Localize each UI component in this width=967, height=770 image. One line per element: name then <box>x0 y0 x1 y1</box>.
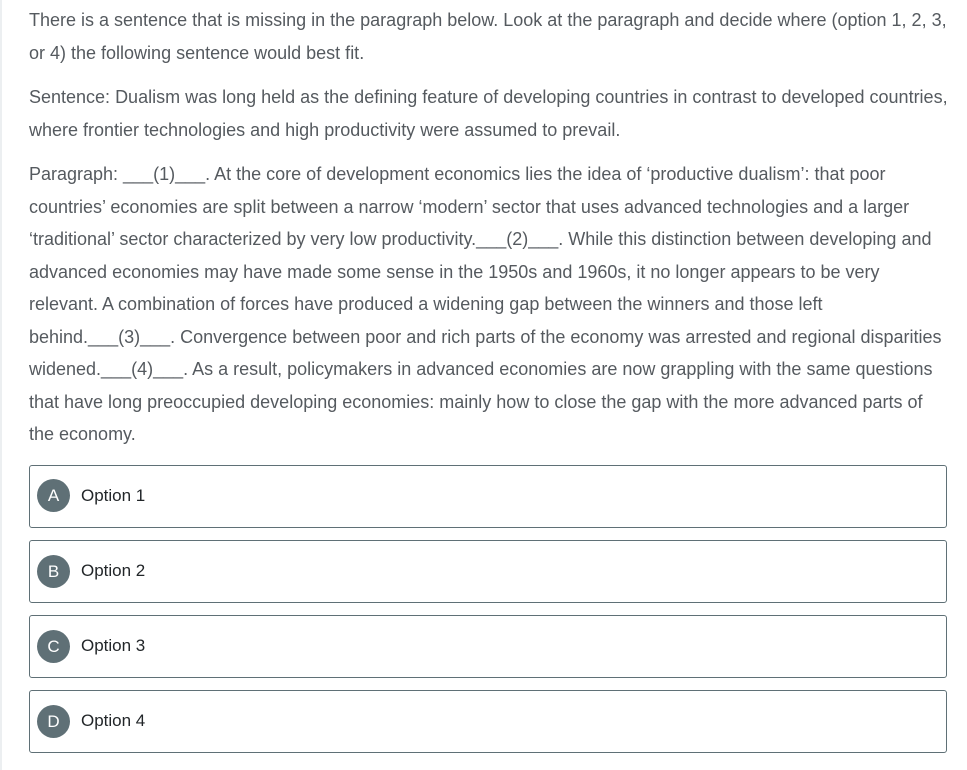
answer-options <box>29 465 949 753</box>
question-paragraph: Paragraph: ___(1)___. At the core of development economics lies the idea of ‘productive dualism’: that poor countries’ economies are split between a narrow ‘modern’ sector that uses advanced technologies and a larger ‘traditional’ sector characterized by very low productivity.___(2)___. While this distinction between developing and advanced economies may have made some sense in the 1950s and 1960s, it no longer appears to be very relevant. A combination of forces have produced a widening gap between the winners and those left behind.___(3)___. Convergence between poor and rich parts of the economy was arrested and regional disparities widened.___(4)___. As a result, policymakers in advanced economies are now grappling with the same questions that have long preoccupied developing economies: mainly how to close the gap with the more advanced parts of the economy. <box>29 164 942 444</box>
answer-option-a[interactable] <box>29 465 947 528</box>
option-letter-badge: D <box>37 705 70 738</box>
question-container <box>29 4 949 765</box>
option-label: Option 4 <box>81 710 146 730</box>
answer-option-c[interactable] <box>29 615 947 678</box>
option-label: Option 1 <box>81 485 146 505</box>
missing-sentence: Sentence: Dualism was long held as the defining feature of developing countries in contrast to developed countries, where frontier technologies and high productivity were assumed to prevail. <box>29 87 948 140</box>
left-border <box>0 0 2 770</box>
question-instruction: There is a sentence that is missing in the paragraph below. Look at the paragraph and decide where (option 1, 2, 3, or 4) the following sentence would best fit. <box>29 10 947 63</box>
answer-option-b[interactable] <box>29 540 947 603</box>
option-letter-badge: C <box>37 630 70 663</box>
option-letter-badge: B <box>37 555 70 588</box>
option-label: Option 3 <box>81 635 146 655</box>
answer-option-d[interactable] <box>29 690 947 753</box>
option-label: Option 2 <box>81 560 146 580</box>
option-letter-badge: A <box>37 479 70 512</box>
